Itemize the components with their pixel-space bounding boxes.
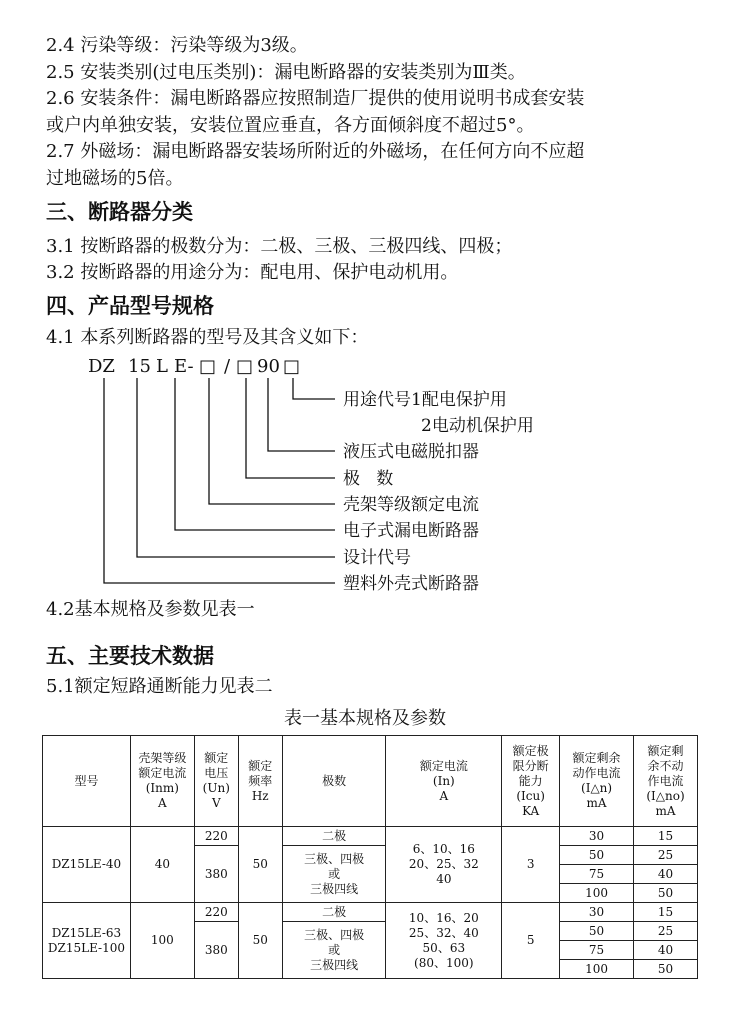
cell-frame-current: 100 [130,903,194,979]
table-row [43,827,698,846]
cell-model: DZ15LE-40 [43,827,131,903]
meaning-motor-protection: 2电动机保护用 [421,416,534,436]
cell-poles: 三极、四极 或 三极四线 [282,922,386,979]
table-row [43,903,698,922]
paragraph-2-6-line1: 2.6 安装条件：漏电断路器应按照制造厂提供的使用说明书成套安装 [46,88,585,109]
table-header-row [43,736,698,827]
cell-residual-operating: 100 [560,960,634,979]
cell-voltage: 220 [194,827,238,846]
model-part-electronic: E- [174,356,194,377]
section-3-heading: 三、断路器分类 [46,200,193,224]
cell-frequency: 50 [238,903,282,979]
item-4-2: 4.2基本规格及参数见表一 [46,599,255,620]
cell-voltage: 380 [194,846,238,903]
cell-residual-operating: 30 [560,827,634,846]
header-frame-current: 壳架等级 额定电流 (Inm) A [130,736,194,827]
item-4-1: 4.1 本系列断路器的型号及其含义如下： [46,327,369,348]
cell-breaking-capacity: 3 [502,827,560,903]
meaning-design-code: 设计代号 [343,548,411,568]
section-5-heading: 五、主要技术数据 [46,644,214,668]
cell-frame-current: 40 [130,827,194,903]
model-leader-lines [104,378,335,583]
meaning-hydraulic-trip: 液压式电磁脱扣器 [343,442,479,462]
cell-poles: 二极 [282,827,386,846]
item-3-1: 3.1 按断路器的极数分为：二极、三极、三极四线、四极； [46,236,513,257]
cell-voltage: 380 [194,922,238,979]
cell-residual-non-operating: 25 [634,922,698,941]
spec-table [42,735,698,979]
cell-rated-current: 10、16、20 25、32、40 50、63 (80、100) [386,903,502,979]
cell-residual-non-operating: 50 [634,960,698,979]
cell-poles: 二极 [282,903,386,922]
header-breaking-capacity: 额定极 限分断 能力 (Icu) KA [502,736,560,827]
header-model: 型号 [43,736,131,827]
meaning-frame-current: 壳架等级额定电流 [343,495,479,515]
meaning-electronic-leakage: 电子式漏电断路器 [343,521,479,541]
cell-frequency: 50 [238,827,282,903]
table-title: 表一基本规格及参数 [284,708,446,729]
paragraph-2-6-line2: 或户内单独安装，安装位置应垂直，各方面倾斜度不超过5°。 [46,115,535,136]
model-part-poles-box: □ [236,356,254,377]
cell-residual-operating: 75 [560,865,634,884]
cell-residual-non-operating: 15 [634,827,698,846]
cell-rated-current: 6、10、16 20、25、32 40 [386,827,502,903]
item-3-2: 3.2 按断路器的用途分为：配电用、保护电动机用。 [46,262,459,283]
model-part-dz: DZ [88,356,115,377]
cell-residual-non-operating: 15 [634,903,698,922]
paragraph-2-7-line2: 过地磁场的5倍。 [46,168,184,189]
paragraph-2-5: 2.5 安装类别(过电压类别)：漏电断路器的安装类别为Ⅲ类。 [46,62,526,83]
model-part-trip: 90 [257,356,280,377]
header-residual-non-operating: 额定剩 余不动 作电流 (I△no) mA [634,736,698,827]
header-residual-operating: 额定剩余 动作电流 (I△n) mA [560,736,634,827]
cell-model: DZ15LE-63 DZ15LE-100 [43,903,131,979]
section-4-heading: 四、产品型号规格 [46,294,214,318]
paragraph-2-7-line1: 2.7 外磁场：漏电断路器安装场所附近的外磁场，在任何方向不应超 [46,141,585,162]
cell-residual-non-operating: 50 [634,884,698,903]
cell-breaking-capacity: 5 [502,903,560,979]
cell-poles: 三极、四极 或 三极四线 [282,846,386,903]
model-part-frame-box: □ [199,356,217,377]
cell-residual-non-operating: 40 [634,865,698,884]
item-5-1: 5.1额定短路通断能力见表二 [46,676,273,697]
meaning-use-code: 用途代号1配电保护用 [343,390,507,410]
model-part-use-box: □ [283,356,301,377]
header-poles: 极数 [282,736,386,827]
meaning-poles: 极 数 [343,469,394,489]
cell-voltage: 220 [194,903,238,922]
header-frequency: 额定 频率 Hz [238,736,282,827]
cell-residual-operating: 50 [560,846,634,865]
header-voltage: 额定 电压 (Un) V [194,736,238,827]
cell-residual-operating: 100 [560,884,634,903]
cell-residual-operating: 50 [560,922,634,941]
meaning-plastic-case: 塑料外壳式断路器 [343,574,479,594]
paragraph-2-4: 2.4 污染等级：污染等级为3级。 [46,35,308,56]
header-rated-current: 额定电流 (In) A [386,736,502,827]
model-part-slash: / [224,356,231,377]
model-part-design-code: 15 [128,356,151,377]
model-part-leakage: L [156,356,168,377]
cell-residual-non-operating: 25 [634,846,698,865]
cell-residual-operating: 75 [560,941,634,960]
cell-residual-non-operating: 40 [634,941,698,960]
cell-residual-operating: 30 [560,903,634,922]
